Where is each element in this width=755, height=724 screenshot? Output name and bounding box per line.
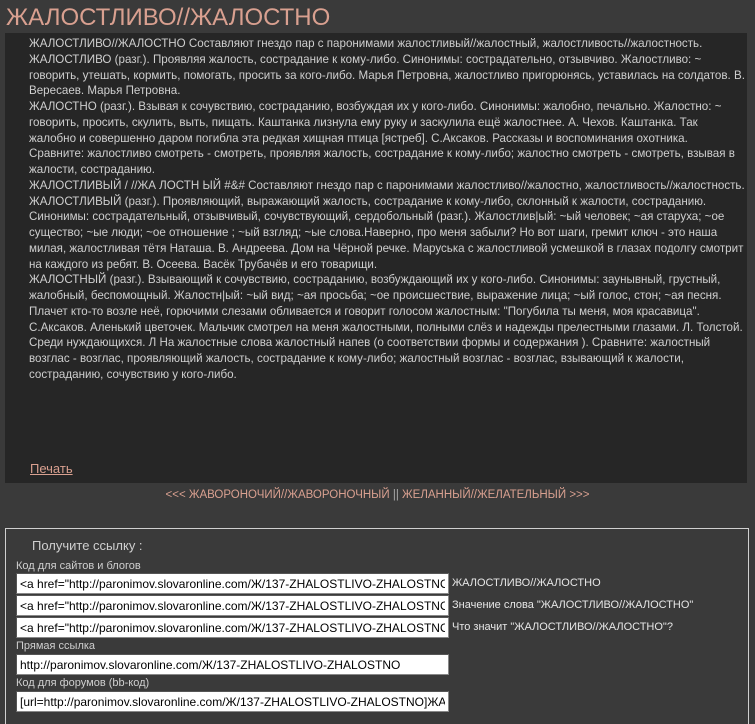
article-paragraph: ЖАЛОСТЛИВЫЙ (разг.). Проявляющий, выражающий жалость, сострадание к кому-либо, склонный к жалости, состраданию. Синонимы: сострадательный, отзывчивый, сочувствующий, сердобольный (разг.). Жалостлив|ый: ~ый человек; ~ая старуха; ~ое существо; ~ые люди; ~ое отношение ; ~ый взгляд; ~ые слова.Наверно, про меня забыли? Но вот шаги, гремит ключ - это наша милая, жалостливая тётя Наташа. В. Андреева. Дом на Чёрной речке. Маруська с жалостливой усмешкой в глазах подолгу смотрит на каждого из ребят. В. Осеева. Васёк Трубачёв и его товарищи.	[29, 194, 744, 271]
page-title: ЖАЛОСТЛИВО//ЖАЛОСТНО	[6, 4, 331, 31]
pager	[0, 489, 755, 501]
direct-link-input[interactable]	[16, 654, 449, 675]
next-word-link[interactable]: ЖЕЛАННЫЙ//ЖЕЛАТЕЛЬНЫЙ >>>	[402, 489, 590, 501]
pager-separator: ||	[392, 489, 399, 501]
article-paragraph: ЖАЛОСТЛИВЫЙ / //ЖА ЛОСТН ЫЙ #&# Составляют гнездо пар с паронимами жалостливо//жалостно, жалостливость//жалостность.	[29, 178, 745, 192]
panel-legend: Получите ссылку :	[32, 538, 143, 553]
article-paragraph: ЖАЛОСТЛИВО//ЖАЛОСТНО Составляют гнездо пар с паронимами жалостливый//жалостный, жалостливость//жалостность.	[29, 37, 703, 50]
site-code-caption: Значение слова "ЖАЛОСТЛИВО//ЖАЛОСТНО"	[452, 599, 694, 611]
site-code-caption: Что значит "ЖАЛОСТЛИВО//ЖАЛОСТНО"?	[452, 621, 673, 633]
print-link[interactable]: Печать	[30, 461, 73, 476]
get-link-panel	[5, 528, 749, 724]
site-code-caption: ЖАЛОСТЛИВО//ЖАЛОСТНО	[452, 577, 601, 589]
article-paragraph: ЖАЛОСТНЫЙ (разг.). Взывающий к сочувствию, состраданию, возбуждающий их у кого-либо. Синонимы: заунывный, грустный, жалобный, беспомощный. Жалостн|ый: ~ый вид; ~ая просьба; ~ое происшествие, выражение лица; ~ый голос, стон; ~ая песня. Плачет кто-то возле неё, горючими слезами обливается и говорит голосом жалостным: "Погубила ты меня, моя красавица". С.Аксаков. Аленький цветочек. Мальчик смотрел на меня жалостными, полными слёз и надежды прелестными глазами. Л. Толстой. Среди нуждающихся. Л На жалостные слова жалостный напев (о соответствии формы и содержания ). Сравните: жалостный возглас - возглас, проявляющий жалость, сострадание к кому-либо; жалостный возглас - возглас, взывающий к жалости, состраданию, сочувствию у кого-либо.	[29, 273, 743, 381]
article-paragraph: ЖАЛОСТЛИВО (разг.). Проявляя жалость, сострадание к кому-либо. Синонимы: сострадательно, отзывчиво. Жалостливо: ~ говорить, утешать, кормить, помогать, просить за кого-либо. Марья Петровна, жалостливо пригорюнясь, уставилась на солдатов. В. Вересаев. Марья Петровна.	[29, 52, 745, 98]
forum-code-label: Код для форумов (bb-код)	[16, 677, 150, 689]
forum-code-input[interactable]	[16, 691, 449, 712]
site-code-input[interactable]	[16, 573, 449, 594]
sites-code-label: Код для сайтов и блогов	[16, 560, 141, 572]
direct-link-label: Прямая ссылка	[16, 640, 96, 652]
site-code-input[interactable]	[16, 617, 449, 638]
prev-word-link[interactable]: <<< ЖАВОРОНОЧИЙ//ЖАВОРОНОЧНЫЙ	[165, 489, 390, 501]
article-paragraph: ЖАЛОСТНО (разг.). Взывая к сочувствию, состраданию, возбуждая их у кого-либо. Синонимы: жалобно, печально. Жалостно: ~ говорить, просить, скулить, выть, пищать. Каштанка лизнула ему руку и заскулила ещё жалостнее. А. Чехов. Каштанка. Так жалобно и совершенно даром погибла эта редкая хищная птица [ястреб]. С.Аксаков. Рассказы и воспоминания охотника. Сравните: жалостливо смотреть - смотреть, проявляя жалость, сострадание к кому-либо; жалостно смотреть - смотреть, взывая в жалости, состраданию.	[29, 100, 735, 176]
article-text	[29, 36, 745, 383]
site-code-input[interactable]	[16, 595, 449, 616]
article-panel	[5, 33, 747, 483]
